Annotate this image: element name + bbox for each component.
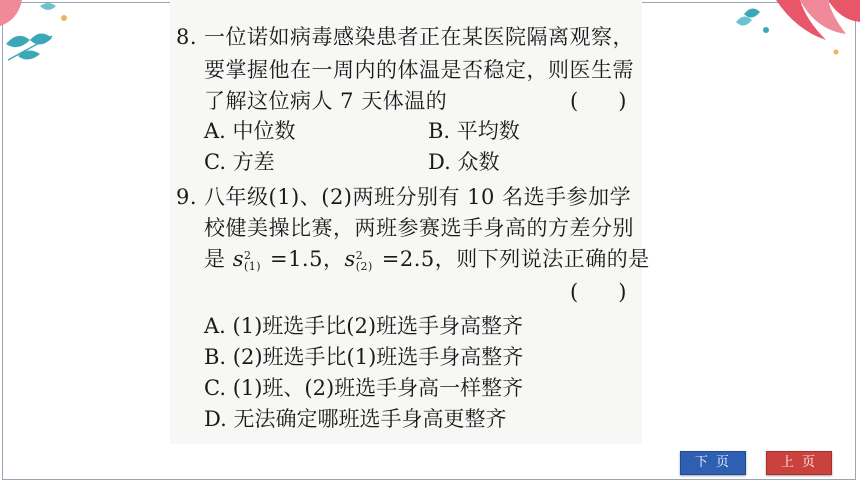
q8-answer-paren: ( ) <box>570 89 627 113</box>
q8-line-1 <box>176 24 634 50</box>
q9-option-d: D. 无法确定哪班选手身高更整齐 <box>204 407 507 431</box>
previous-page-button[interactable]: 上 页 <box>766 451 832 475</box>
floral-decoration-top-left <box>0 0 80 70</box>
q9-number: 9. <box>176 185 198 209</box>
q9-line-1 <box>176 184 631 210</box>
q8-number: 8. <box>176 25 198 49</box>
q9-option-a: A. (1)班选手比(2)班选手身高整齐 <box>204 314 524 338</box>
q9-option-c: C. (1)班、(2)班选手身高一样整齐 <box>204 376 524 400</box>
q9-option-b: B. (2)班选手比(1)班选手身高整齐 <box>204 345 524 369</box>
q8-line-2: 要掌握他在一周内的体温是否稳定，则医生需 <box>204 58 634 82</box>
q8-text-1: 一位诺如病毒感染患者正在某医院隔离观察， <box>204 25 634 49</box>
q9-answer-paren: ( ) <box>570 280 627 304</box>
q9-line-3: 是 s 2 (1) =1.5，s 2 (2) =2.5，则下列说法正确的是 <box>204 247 650 273</box>
next-page-button[interactable]: 下 页 <box>680 451 746 475</box>
q8-option-a: A. 中位数 <box>204 119 296 143</box>
q8-option-b: B. 平均数 <box>428 119 520 143</box>
q8-line-3: 了解这位病人 7 天体温的 <box>204 89 448 113</box>
floral-decoration-top-right <box>736 0 860 64</box>
q8-option-c: C. 方差 <box>204 150 275 174</box>
q8-option-d: D. 众数 <box>428 150 500 174</box>
q9-line-2: 校健美操比赛，两班参赛选手身高的方差分别 <box>204 216 634 240</box>
q9-text-1: 八年级(1)、(2)两班分别有 10 名选手参加学 <box>204 185 632 209</box>
